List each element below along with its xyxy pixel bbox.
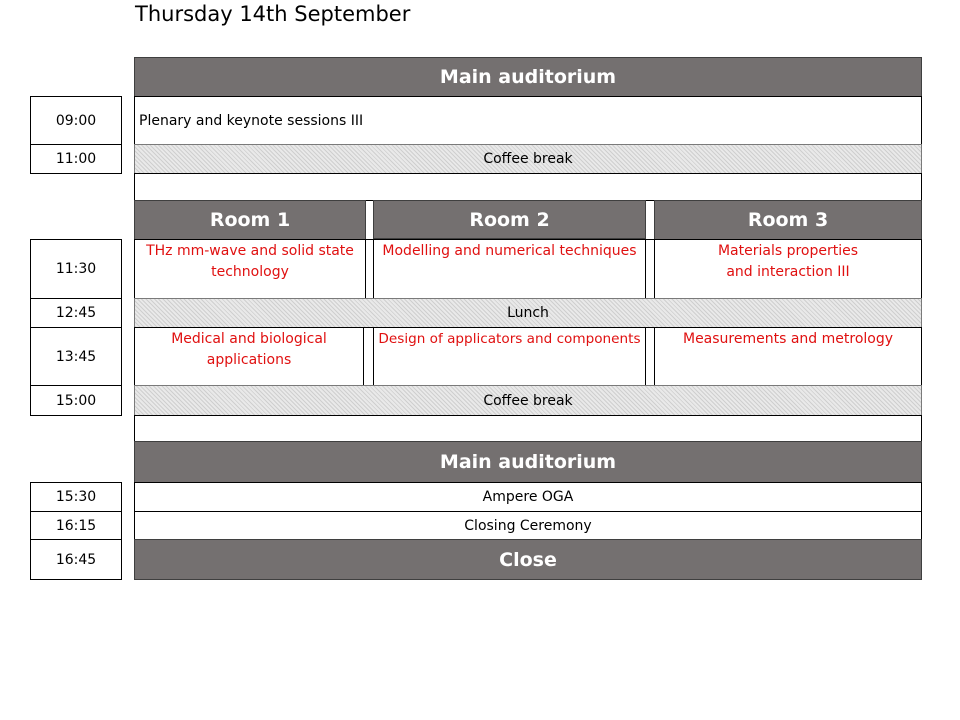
- page-title: Thursday 14th September: [135, 2, 411, 26]
- time-slot: 15:00: [30, 385, 122, 416]
- main-auditorium-header: Main auditorium: [134, 57, 922, 97]
- room-2-header: Room 2: [373, 200, 646, 239]
- time-slot: 15:30: [30, 482, 122, 512]
- close-row: Close: [134, 539, 922, 580]
- ampere-oga-session: Ampere OGA: [134, 482, 922, 512]
- coffee-break: Coffee break: [134, 385, 922, 416]
- closing-ceremony-session: Closing Ceremony: [134, 511, 922, 540]
- time-slot: 16:45: [30, 539, 122, 580]
- time-slot: 09:00: [30, 96, 122, 145]
- session-room-2: Design of applicators and components: [373, 327, 646, 386]
- room-1-header: Room 1: [134, 200, 366, 240]
- session-room-3: Materials properties and interaction III: [654, 239, 922, 299]
- coffee-break: Coffee break: [134, 144, 922, 174]
- session-room-3: Measurements and metrology: [654, 327, 922, 386]
- spacer-row: [134, 415, 922, 442]
- time-slot: 16:15: [30, 511, 122, 540]
- time-slot: 13:45: [30, 327, 122, 386]
- time-slot: 12:45: [30, 298, 122, 328]
- lunch-break: Lunch: [134, 298, 922, 328]
- time-slot: 11:00: [30, 144, 122, 174]
- session-room-2: Modelling and numerical techniques: [373, 239, 646, 299]
- room-3-header: Room 3: [654, 200, 922, 240]
- spacer-row: [134, 173, 922, 201]
- session-room-1: Medical and biological applications: [134, 327, 364, 386]
- plenary-session: Plenary and keynote sessions III: [134, 96, 922, 145]
- session-room-1: THz mm-wave and solid state technology: [134, 239, 366, 299]
- time-slot: 11:30: [30, 239, 122, 299]
- main-auditorium-header: Main auditorium: [134, 441, 922, 483]
